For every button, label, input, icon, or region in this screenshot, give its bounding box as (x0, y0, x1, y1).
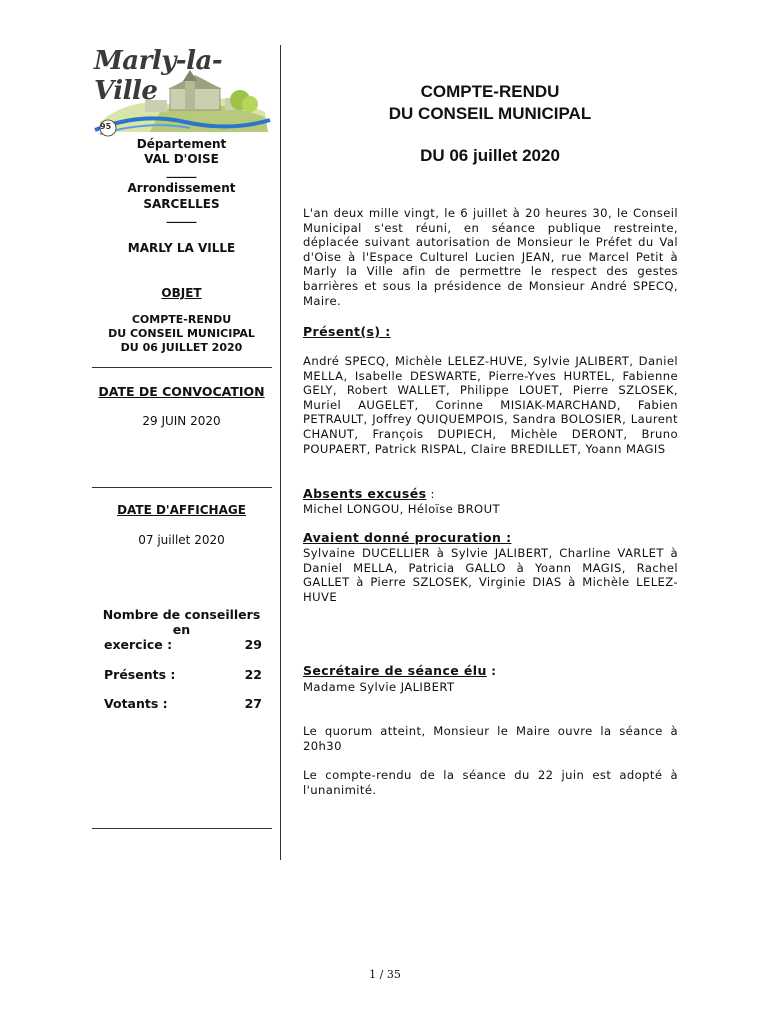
affichage-label: DATE D'AFFICHAGE (117, 503, 246, 517)
exercice-value: 29 (244, 637, 262, 652)
votants-label: Votants : (104, 696, 168, 711)
arrondissement-label: Arrondissement (127, 181, 236, 195)
convocation-date: 29 JUIN 2020 (142, 414, 221, 428)
page-title-date: DU 06 juillet 2020 (420, 146, 560, 165)
secretaire-heading: Secrétaire de séance élu (303, 663, 487, 678)
conseillers-label-en: en (172, 622, 191, 637)
stat-exercice (104, 637, 262, 652)
procuration-list: Sylvaine DUCELLIER à Sylvie JALIBERT, Charline VARLET à Daniel MELLA, Patricia GALLO à Yoann MAGIS, Rachel GALLET à Pierre SZLOSEK, Virginie DIAS à Michèle LELEZ-HUVE (303, 546, 678, 604)
exercice-label: exercice : (104, 637, 173, 652)
divider-bottom (92, 828, 272, 829)
department-value: VAL D'OISE (144, 152, 219, 166)
absents-list: Michel LONGOU, Héloïse BROUT (303, 502, 500, 516)
objet-line-3: DU 06 JUILLET 2020 (120, 341, 243, 354)
adoption-paragraph: Le compte-rendu de la séance du 22 juin est adopté à l'unanimité. (303, 768, 678, 797)
page-title-line-2: DU CONSEIL MUNICIPAL (388, 104, 592, 123)
objet-label: OBJET (161, 286, 202, 300)
intro-paragraph: L'an deux mille vingt, le 6 juillet à 20 heures 30, le Conseil Municipal s'est réuni, en séance publique restreinte, déplacée suivant autorisation de Monsieur le Préfet du Val d'Oise à l'Espace Culturel Lucien JEAN, rue Marcel Petit à Marly la Ville afin de permettre le respect des gestes barrières et sous la présidence de Monsieur André SPECQ, Maire. (303, 206, 678, 308)
divider-convocation (92, 367, 272, 368)
convocation-label: DATE DE CONVOCATION (98, 384, 265, 399)
absents-colon: : (426, 487, 435, 501)
absents-heading: Absents excusés (303, 486, 427, 501)
divider-affichage (92, 487, 272, 488)
separator-2: _____ (166, 209, 197, 223)
commune-name: MARLY LA VILLE (127, 241, 236, 255)
secretaire-section (303, 664, 678, 679)
column-divider (280, 45, 281, 860)
procuration-heading: Avaient donné procuration : (303, 530, 512, 545)
presents-list: André SPECQ, Michèle LELEZ-HUVE, Sylvie JALIBERT, Daniel MELLA, Isabelle DESWARTE, Pierre-Yves HURTEL, Fabienne GELY, Robert WALLET, Philippe LOUET, Pierre SZLOSEK, Muriel AUGELET, Corinne MISIAK-MARCHAND, Fabien PETRAULT, Joffrey QUIQUEMPOIS, Sandra BOLOSIER, Laurent CHANUT, François DUPIECH, Michèle DERONT, Bruno POUPAERT, Patrick RISPAL, Claire BREDILLET, Yoann MAGIS (303, 354, 678, 456)
secretaire-name: Madame Sylvie JALIBERT (303, 680, 455, 694)
stat-votants (104, 696, 262, 711)
absents-section (303, 487, 678, 502)
presents-heading: Présent(s) : (303, 324, 391, 339)
objet-line-2: DU CONSEIL MUNICIPAL (108, 327, 255, 340)
quorum-paragraph: Le quorum atteint, Monsieur le Maire ouvre la séance à 20h30 (303, 724, 678, 753)
presents-value: 22 (244, 667, 262, 682)
affichage-date: 07 juillet 2020 (138, 533, 225, 547)
logo-text: Marly-la-Ville (94, 46, 223, 106)
presents-label: Présents : (104, 667, 176, 682)
conseillers-label: Nombre de conseillers (102, 607, 261, 622)
objet-line-1: COMPTE-RENDU (131, 313, 232, 326)
secretaire-colon: : (486, 664, 497, 678)
arrondissement-value: SARCELLES (143, 197, 220, 211)
department-label: Département (136, 137, 227, 151)
page-number: 1 / 35 (369, 968, 401, 981)
stat-presents (104, 667, 262, 682)
town-logo (90, 42, 275, 137)
logo-badge-number: 95 (100, 122, 112, 131)
page-title-line-1: COMPTE-RENDU (420, 82, 560, 101)
votants-value: 27 (244, 696, 262, 711)
separator-1: _____ (166, 164, 197, 178)
